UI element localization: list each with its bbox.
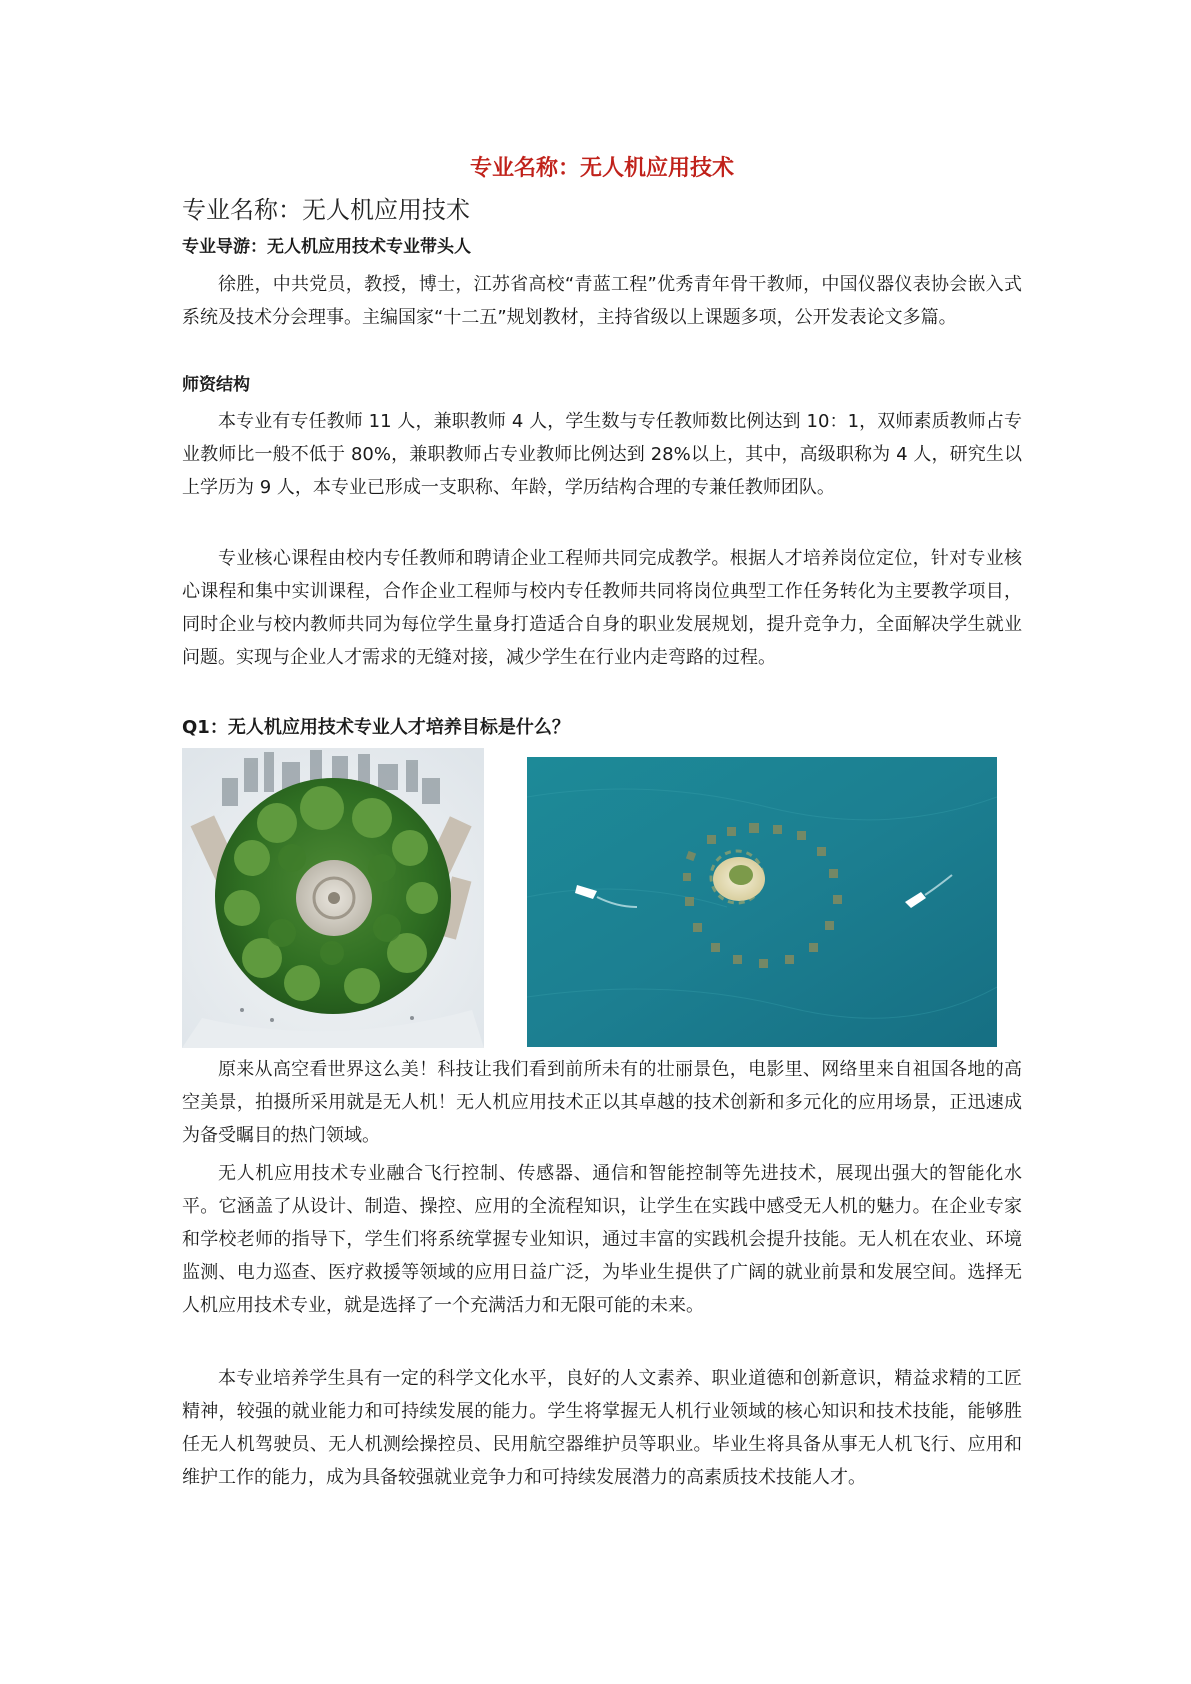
q1-paragraph-3: 本专业培养学生具有一定的科学文化水平，良好的人文素养、职业道德和创新意识，精益求精的工匠精神，较强的就业能力和可持续发展的能力。学生将掌握无人机行业领域的核心知识和技术技能，能够胜任无人机驾驶员、无人机测绘操控员、民用航空器维护员等职业。毕业生将具备从事无人机飞行、应用和维护工作的能力，成为具备较强就业竞争力和可持续发展潜力的高素质技术技能人才。	[182, 1368, 1022, 1488]
tiny-planet-aerial-photo	[182, 748, 484, 1048]
q1-paragraph-2: 无人机应用技术专业融合飞行控制、传感器、通信和智能控制等先进技术，展现出强大的智能化水平。它涵盖了从设计、制造、操控、应用的全流程知识，让学生在实践中感受无人机的魅力。在企业专家和学校老师的指导下，学生们将系统掌握专业知识，通过丰富的实践机会提升技能。无人机在农业、环境监测、电力巡查、医疗救援等领域的应用日益广泛，为毕业生提供了广阔的就业前景和发展空间。选择无人机应用技术专业，就是选择了一个充满活力和无限可能的未来。	[182, 1163, 1022, 1316]
faculty-heading: 师资结构	[182, 375, 250, 395]
faculty-paragraph-2: 专业核心课程由校内专任教师和聘请企业工程师共同完成教学。根据人才培养岗位定位，针对专业核心课程和集中实训课程，合作企业工程师与校内专任教师共同将岗位典型工作任务转化为主要教学项目，同时企业与校内教师共同为每位学生量身打造适合自身的职业发展规划，提升竞争力，全面解决学生就业问题。实现与企业人才需求的无缝对接，减少学生在行业内走弯路的过程。	[182, 548, 1022, 668]
page-subtitle: 专业名称：无人机应用技术	[182, 196, 470, 224]
island-sea-aerial-photo	[527, 757, 997, 1047]
page-title: 专业名称：无人机应用技术	[469, 156, 734, 181]
leader-heading: 专业导游：无人机应用技术专业带头人	[182, 237, 471, 257]
q1-paragraph-1: 原来从高空看世界这么美！科技让我们看到前所未有的壮丽景色，电影里、网络里来自祖国各地的高空美景，拍摄所采用就是无人机！无人机应用技术正以其卓越的技术创新和多元化的应用场景，正迅速成为备受瞩目的热门领域。	[182, 1059, 1022, 1146]
faculty-paragraph-1: 本专业有专任教师 11 人，兼职教师 4 人，学生数与专任教师数比例达到 10：1，双师素质教师占专业教师比一般不低于 80%，兼职教师占专业教师比例达到 28%以上，其中，高级职称为 4 人，研究生以上学历为 9 人，本专业已形成一支职称、年龄，学历结构合理的专兼任教师团队。	[182, 411, 1022, 498]
leader-paragraph: 徐胜，中共党员，教授，博士，江苏省高校“青蓝工程”优秀青年骨干教师，中国仪器仪表协会嵌入式系统及技术分会理事。主编国家“十二五”规划教材，主持省级以上课题多项，公开发表论文多篇。	[182, 274, 1022, 328]
q1-heading: Q1：无人机应用技术专业人才培养目标是什么？	[182, 717, 570, 738]
